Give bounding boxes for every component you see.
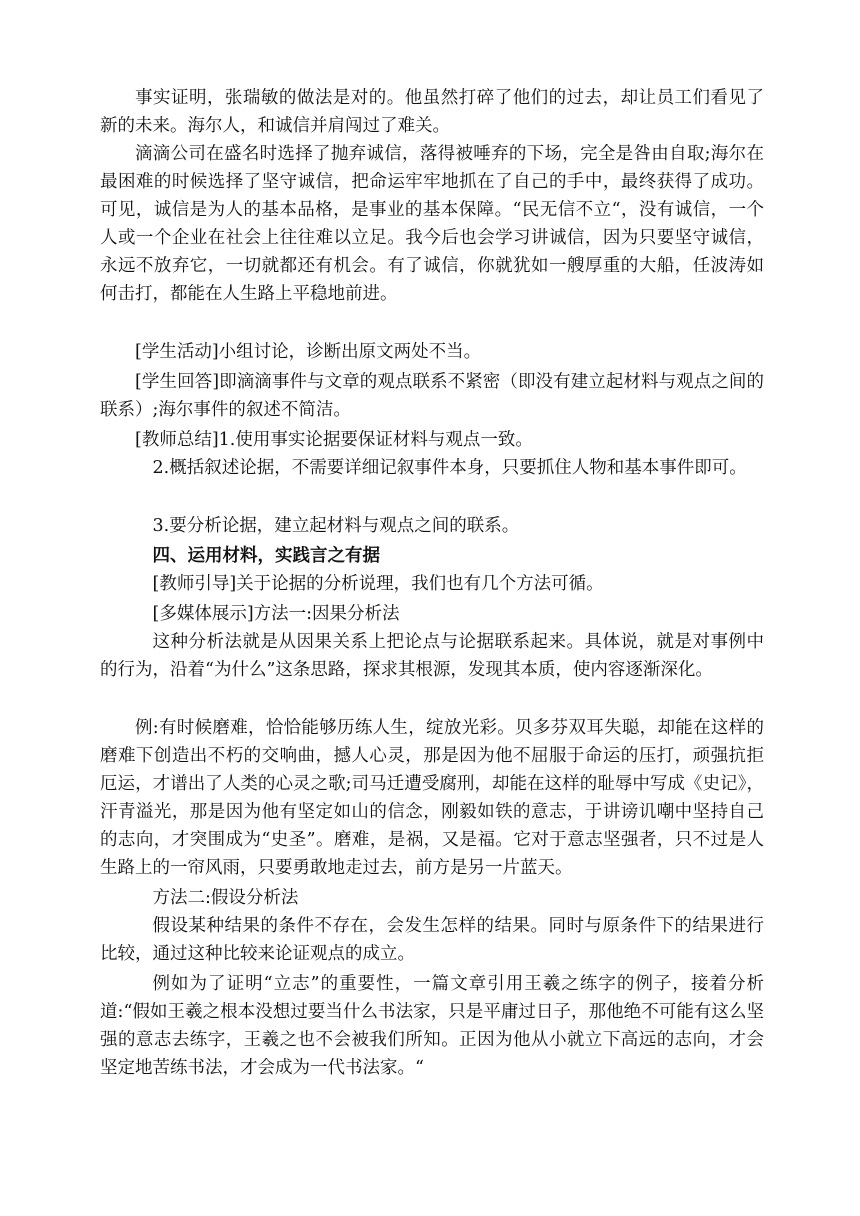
paragraph-hypothesis-analysis: 假设某种结果的条件不存在，会发生怎样的结果。同时与原条件下的结果进行比较，通过这种比较来论证观点的成立。	[100, 916, 764, 964]
paragraph-student-answer: [学生回答]即滴滴事件与文章的观点联系不紧密（即没有建立起材料与观点之间的联系）;海尔事件的叙述不简洁。	[100, 372, 764, 420]
paragraph-teacher-summary-1: [教师总结]1.使用事实论据要保证材料与观点一致。	[135, 430, 533, 450]
paragraph-teacher-guide: [教师引导]关于论据的分析说理，我们也有几个方法可循。	[152, 574, 604, 594]
section-heading-4: 四、运用材料，实践言之有据	[152, 546, 380, 566]
paragraph-method-2: 方法二:假设分析法	[152, 888, 299, 908]
paragraph-hardship-example: 例:有时候磨难，恰恰能够历练人生，绽放光彩。贝多芬双耳失聪，却能在这样的磨难下创造出不朽的交响曲，撼人心灵，那是因为他不屈服于命运的压打，顽强抗拒厄运，才谱出了人类的心灵之歌;司马迁遭受腐刑，却能在这样的耻辱中写成《史记》，汗青溢光，那是因为他有坚定如山的信念，刚毅如铁的意志，于讲谤讥嘲中坚持自己的志向，才突围成为“史圣”。磨难，是祸，又是福。它对于意志坚强者，只不过是人生路上的一帘风雨，只要勇敢地走过去，前方是另一片蓝天。	[100, 718, 764, 878]
paragraph-multimedia-method-1: [多媒体展示]方法一:因果分析法	[152, 604, 400, 624]
paragraph-student-activity: [学生活动]小组讨论，诊断出原文两处不当。	[135, 342, 482, 362]
paragraph-didi-haier-comparison: 滴滴公司在盛名时选择了抛弃诚信，落得被唾弃的下场，完全是咎由自取;海尔在最困难的时候选择了坚守诚信，把命运牢牢地抓在了自己的手中，最终获得了成功。可见，诚信是为人的基本品格，是事业的基本保障。“民无信不立“，没有诚信，一个人或一个企业在社会上往往难以立足。我今后也会学习讲诚信，因为只要坚守诚信，永远不放弃它，一切就都还有机会。有了诚信，你就犹如一艘厚重的大船，任波涛如何击打，都能在人生路上平稳地前进。	[100, 144, 764, 304]
paragraph-causal-analysis: 这种分析法就是从因果关系上把论点与论据联系起来。具体说，就是对事例中的行为，沿着“为什么”这条思路，探求其根源，发现其本质，使内容逐渐深化。	[100, 632, 764, 680]
paragraph-haier-conclusion: 事实证明，张瑞敏的做法是对的。他虽然打碎了他们的过去，却让员工们看见了新的未来。海尔人，和诚信并肩闯过了难关。	[100, 88, 764, 136]
paragraph-wang-xizhi-example: 例如为了证明“立志”的重要性，一篇文章引用王羲之练字的例子，接着分析道:“假如王羲之根本没想过要当什么书法家，只是平庸过日子，那他绝不可能有这么坚强的意志去练字，王羲之也不会被我们所知。正因为他从小就立下高远的志向，才会坚定地苦练书法，才会成为一代书法家。“	[100, 974, 764, 1078]
paragraph-teacher-summary-3: 3.要分析论据，建立起材料与观点之间的联系。	[152, 516, 520, 536]
paragraph-teacher-summary-2: 2.概括叙述论据，不需要详细记叙事件本身，只要抓住人物和基本事件即可。	[152, 458, 747, 478]
